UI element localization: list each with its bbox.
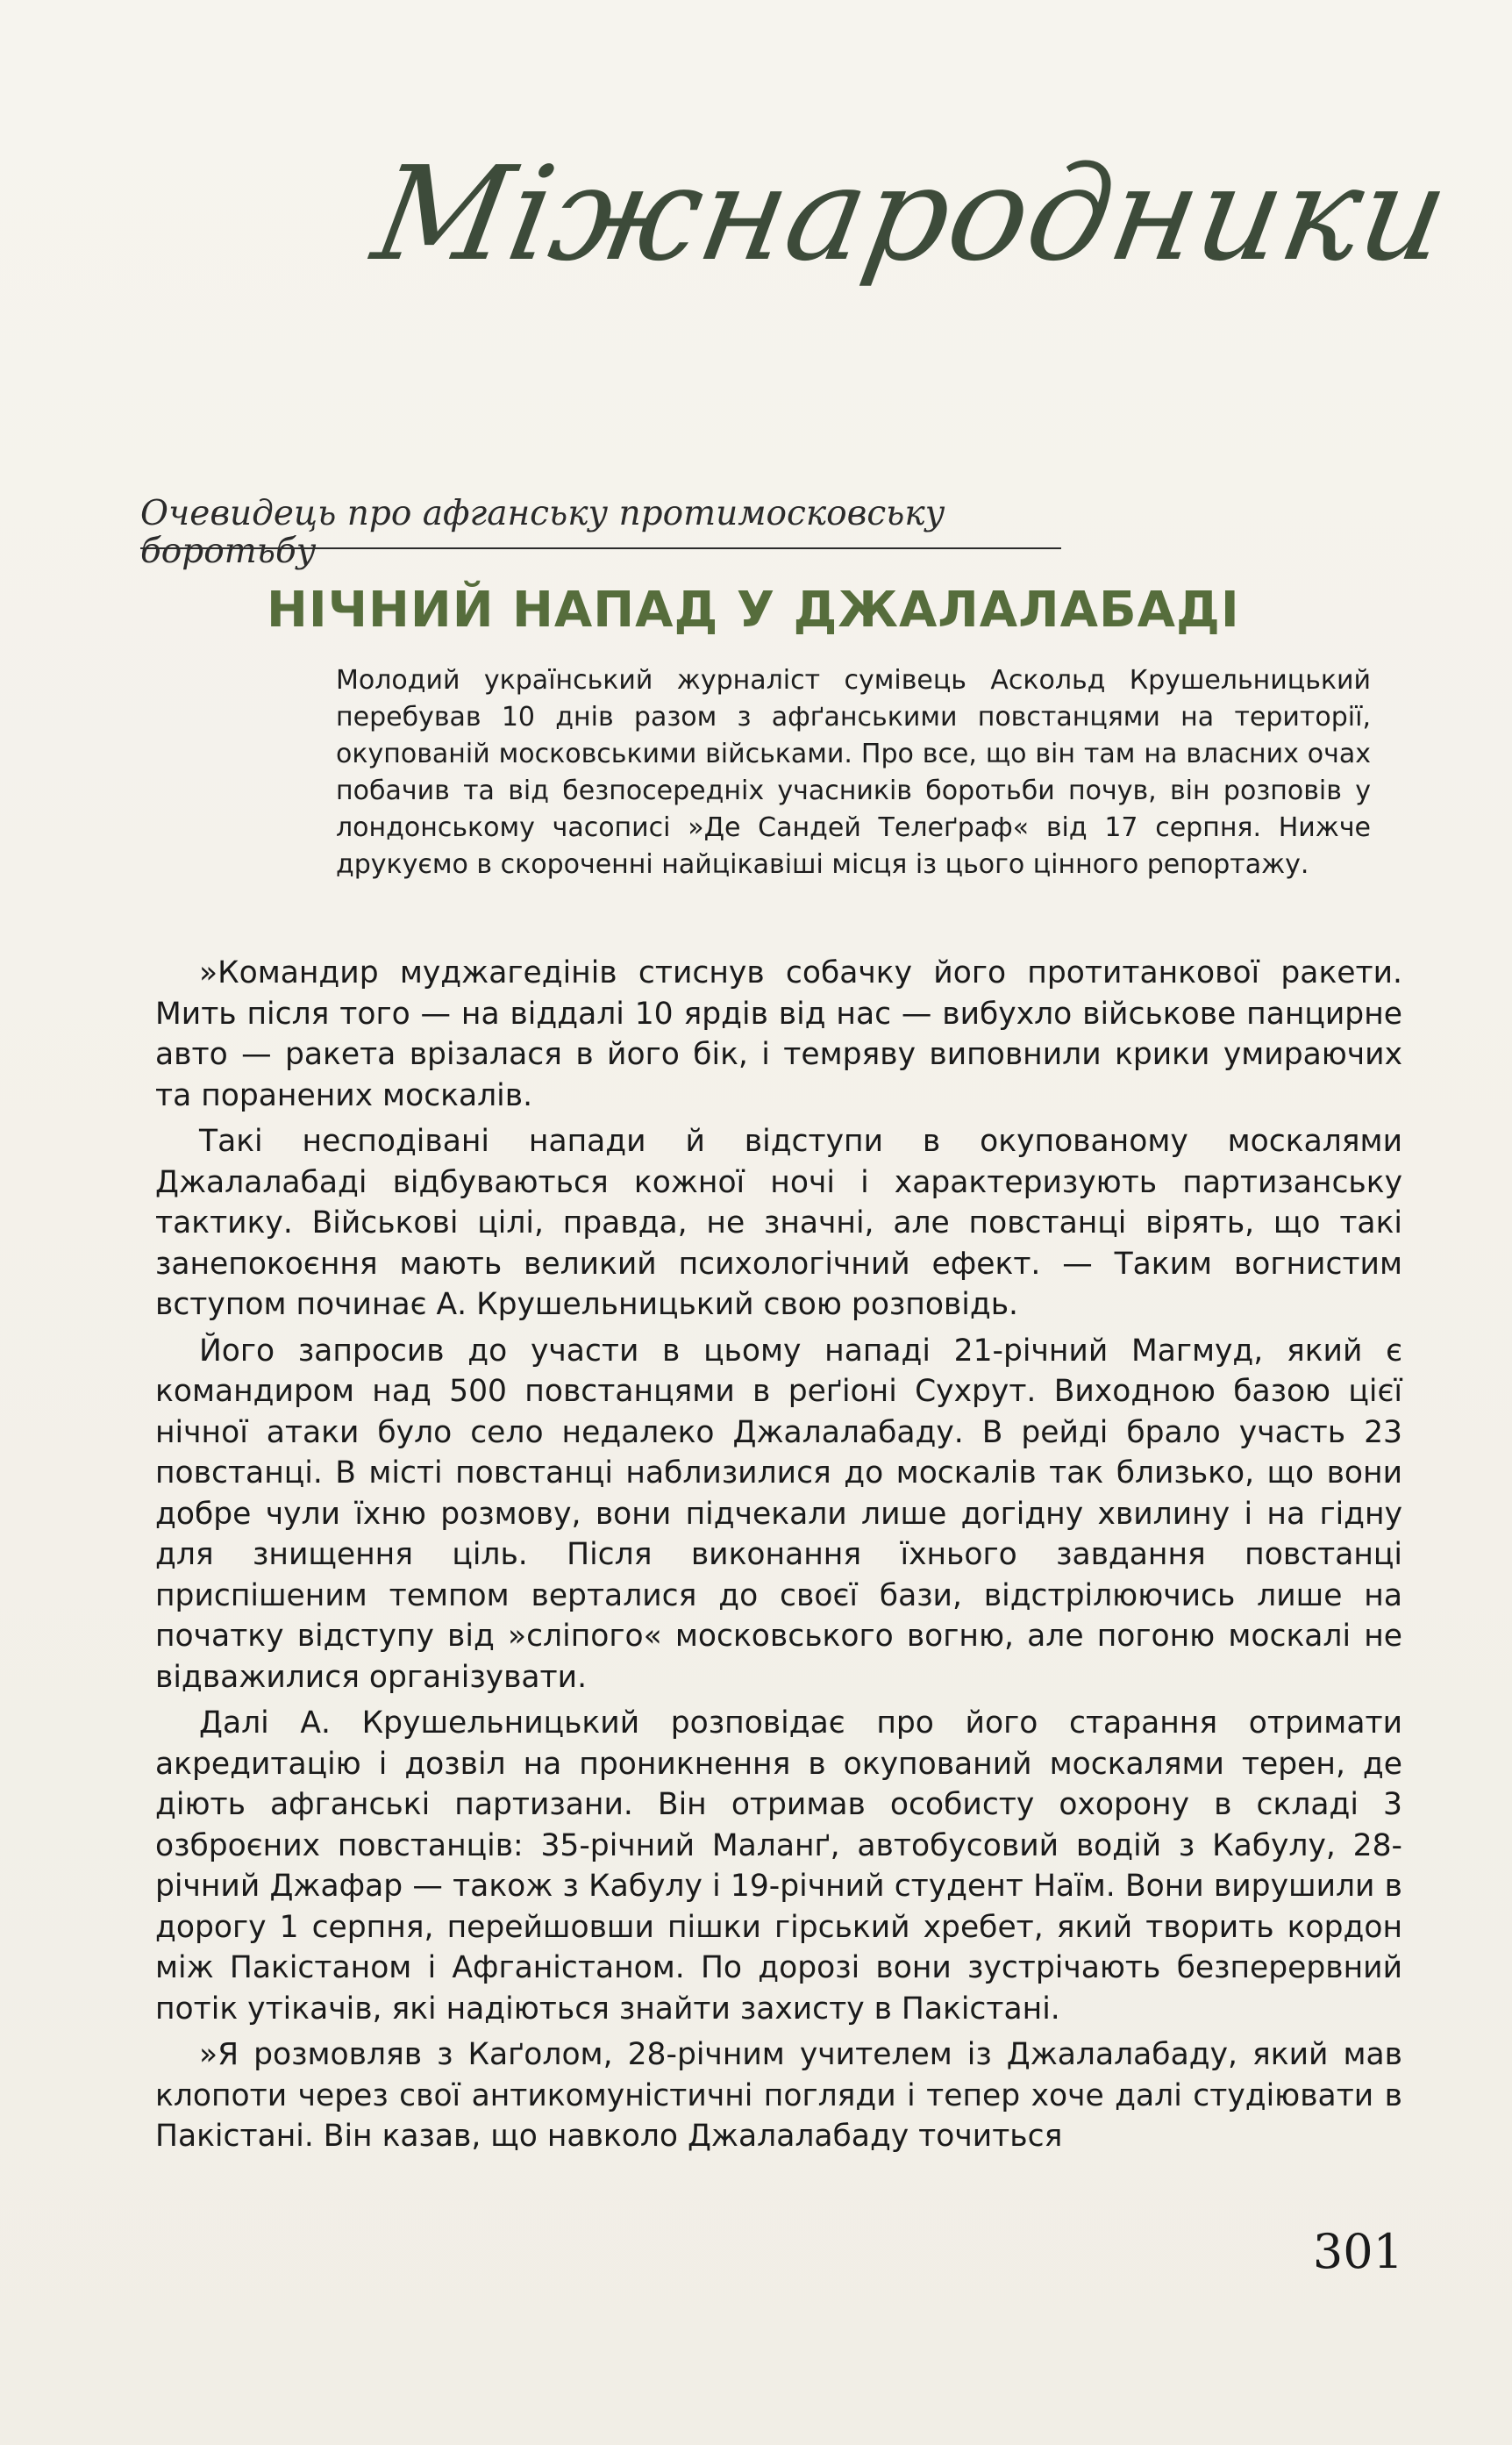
body-paragraph: »Я розмовляв з Каґолом, 28-річним учителем із Джалалабаду, який мав клопоти через свої антикомуністичні погляди і тепер хоче далі студіювати в Пакістані. Він казав, що навколо Джалалабаду точиться: [155, 2037, 1402, 2154]
lead-paragraph: Молодий український журналіст сумівець Аскольд Крушельницький перебував 10 днів разом з афґанськими повстанцями на території, окупованій московськими військами. Про все, що він там на власних очах побачив та від безпосередніх учасників боротьби почув, він розповів у лондонському часописі »Де Сандей Телеґраф« від 17 серпня. Нижче друкуємо в скороченні найцікавіші місця із цього цінного репортажу.: [336, 665, 1371, 880]
subtitle-underline: [140, 547, 1061, 549]
article-subtitle: Очевидець про афганську протимосковську боротьбу: [140, 494, 945, 571]
body-paragraph: Такі несподівані напади й відступи в окупованому москалями Джалалабаді відбуваються кожної ночі і характеризують партизанську тактику. Військові цілі, правда, не значні, але повстанці вірять, що такі занепокоєння мають великий психологічний ефект. — Таким вогнистим вступом починає А. Крушельницький свою розповідь.: [155, 1124, 1402, 1322]
body-paragraph: »Командир муджагедінів стиснув собачку його протитанкової ракети. Мить після того — на віддалі 10 ярдів від нас — вибухло військове панцирне авто — ракета врізалася в його бік, і темряву виповнили крики умираючих та поранених москалів.: [155, 955, 1402, 1113]
page-number: 301: [1312, 2224, 1403, 2279]
article-title: НІЧНИЙ НАПАД У ДЖАЛАЛАБАДІ: [267, 582, 1240, 639]
section-title: Міжнародники: [363, 139, 1460, 290]
body-paragraph: Його запросив до участи в цьому нападі 21-річний Магмуд, який є командиром над 500 повстанцями в реґіоні Сухрут. Виходною базою цієї нічної атаки було село недалеко Джалалабаду. В рейді брало участь 23 повстанці. В місті повстанці наблизилися до москалів так близько, що вони добре чули їхню розмову, вони підчекали лише догідну хвилину і на гідну для знищення ціль. Після виконання їхнього завдання повстанці приспішеним темпом верталися до своєї бази, відстрілюючись лише на початку відступу від »сліпого« московського вогню, але погоню москалі не відважилися організувати.: [155, 1333, 1402, 1695]
body-paragraph: Далі А. Крушельницький розповідає про його старання отримати акредитацію і дозвіл на проникнення в окупований москалями терен, де діють афганські партизани. Він отримав особисту охорону в складі 3 озброєних повстанців: 35-річний Маланґ, автобусовий водій з Кабулу, 28-річний Джафар — також з Кабулу і 19-річний студент Наїм. Вони вирушили в дорогу 1 серпня, перейшовши пішки гірський хребет, який творить кордон між Пакістаном і Афганістаном. По дорозі вони зустрічають безперервний потік утікачів, які надіються знайти захисту в Пакістані.: [155, 1705, 1402, 2027]
article-body: [155, 953, 1402, 2163]
